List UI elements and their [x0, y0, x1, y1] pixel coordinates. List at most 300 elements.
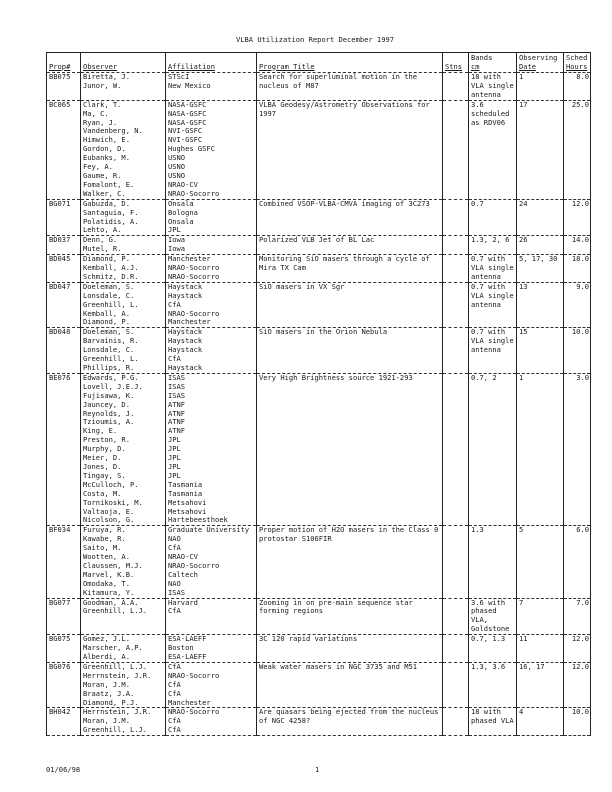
- scheduled-hours-cell: [564, 282, 591, 328]
- observing-date-cell: [517, 282, 564, 328]
- affiliation-name: CfA: [168, 679, 181, 689]
- header-bands: [469, 53, 517, 73]
- affiliation-name: Manchester: [168, 254, 211, 264]
- utilization-table: [46, 52, 591, 736]
- observing-date-cell: [517, 662, 564, 708]
- observing-date-cell: [517, 635, 564, 663]
- observer-name: Santaguia, F.: [83, 207, 139, 217]
- bands-cell: [469, 100, 517, 199]
- observer-name: Alberdi, A.: [83, 652, 130, 661]
- prop-cell: [47, 255, 81, 283]
- observing-date-cell: [517, 100, 564, 199]
- header-stations-label: Stns: [445, 61, 463, 71]
- bands: 1.3, 3.6: [471, 661, 506, 671]
- affiliation-name: NRAO-CV: [168, 552, 198, 562]
- bands-cell: [469, 526, 517, 598]
- affiliation-name: ISAS: [168, 381, 186, 391]
- affiliation-name: NRAO-Socorro: [168, 707, 220, 717]
- scheduled-hours-cell: [564, 100, 591, 199]
- table-row: [47, 199, 591, 236]
- observing-date-cell: [517, 708, 564, 736]
- scheduled-hours-cell: [564, 526, 591, 598]
- observer-name: Herrnstein, J.R.: [83, 707, 152, 717]
- prop-number: BD045: [49, 254, 71, 264]
- affiliation-list: [166, 708, 257, 736]
- observer-list: [81, 236, 166, 255]
- program-title-cell: [257, 635, 443, 663]
- affiliation-name: Haystack: [168, 363, 203, 372]
- affiliation-name: CfA: [168, 354, 181, 364]
- observer-name: Kawabe, R.: [83, 534, 126, 544]
- bands-cell: [469, 236, 517, 255]
- program-title-cell: [257, 526, 443, 598]
- bands: 0.7, 1.3: [471, 634, 506, 644]
- affiliation-name: Boston: [168, 643, 194, 653]
- scheduled-hours-cell: [564, 635, 591, 663]
- observer-name: Polatidis, A.: [83, 216, 139, 226]
- observing-date: 1: [519, 372, 524, 382]
- observer-name: Schmitz, D.R.: [83, 271, 139, 281]
- observer-name: Moran, J.M.: [83, 679, 130, 689]
- observing-date: 16, 17: [519, 661, 545, 671]
- observer-name: Reynolds, J.: [83, 408, 135, 418]
- affiliation-name: Iowa: [168, 235, 186, 245]
- observer-name: Preston, R.: [83, 435, 130, 445]
- scheduled-hours: 9.0: [576, 281, 589, 291]
- header-prop-label: Prop#: [49, 61, 71, 71]
- prop-cell: [47, 236, 81, 255]
- table-row: [47, 100, 591, 199]
- affiliation-name: New Mexico: [168, 80, 211, 90]
- observer-name: Furuya, R.: [83, 525, 126, 535]
- program-title: Polarized VLB Jet of BL Lac: [259, 235, 375, 245]
- stations-cell: [443, 662, 469, 708]
- program-title-cell: [257, 199, 443, 236]
- observer-list: [81, 199, 166, 236]
- observer-name: Gomez, J.L.: [83, 634, 130, 644]
- affiliation-list: [166, 526, 257, 598]
- observing-date: 13: [519, 281, 528, 291]
- bands: 3.6 scheduled as RDV06: [471, 99, 510, 127]
- observer-name: Lehto, A.: [83, 225, 122, 235]
- program-title: SiO masers in the Orion Nebula: [259, 327, 388, 337]
- affiliation-name: Haystack: [168, 345, 203, 355]
- observer-name: Greenhill, L.: [83, 299, 139, 309]
- affiliation-name: JPL: [168, 461, 181, 471]
- page-number: 1: [315, 765, 320, 774]
- observer-name: Denn, G.: [83, 235, 118, 245]
- observer-list: [81, 598, 166, 635]
- program-title-cell: [257, 100, 443, 199]
- affiliation-name: USNO: [168, 170, 186, 180]
- affiliation-name: ATNF: [168, 417, 186, 427]
- observer-name: Kitamura, Y.: [83, 587, 135, 597]
- prop-cell: [47, 328, 81, 374]
- affiliation-name: Caltech: [168, 569, 198, 579]
- prop-number: BG076: [49, 661, 71, 671]
- bands: 18 with VLA single antenna: [471, 72, 514, 99]
- observer-name: Nicolson, G.: [83, 515, 135, 525]
- affiliation-name: Metsahovi: [168, 497, 207, 507]
- observer-list: [81, 100, 166, 199]
- program-title: Monitoring SiO masers through a cycle of Mira TX Cam: [259, 254, 430, 273]
- stations-cell: [443, 708, 469, 736]
- observer-name: Moran, J.M.: [83, 716, 130, 726]
- affiliation-list: [166, 598, 257, 635]
- prop-number: BG077: [49, 597, 71, 607]
- prop-cell: [47, 662, 81, 708]
- observer-name: Jones, D.: [83, 461, 122, 471]
- affiliation-name: NAO: [168, 578, 181, 588]
- affiliation-name: ATNF: [168, 426, 186, 436]
- header-date-line2: Date: [519, 61, 537, 71]
- stations-cell: [443, 199, 469, 236]
- scheduled-hours: 10.0: [571, 707, 589, 717]
- observer-name: Doeleman, S.: [83, 327, 135, 337]
- header-affiliation: [166, 53, 257, 73]
- observing-date-cell: [517, 255, 564, 283]
- observer-list: [81, 373, 166, 525]
- observer-name: Doeleman, S.: [83, 281, 135, 291]
- observer-name: Costa, M.: [83, 488, 122, 498]
- observing-date: 1: [519, 72, 524, 81]
- program-title: Very High Brightness source 1921-293: [259, 372, 413, 382]
- scheduled-hours-cell: [564, 708, 591, 736]
- observer-name: Meier, D.: [83, 453, 122, 463]
- affiliation-name: Hughes GSFC: [168, 144, 215, 154]
- program-title: Are quasars being ejected from the nucleus of NGC 4258?: [259, 707, 439, 726]
- observing-date: 5, 17, 30: [519, 254, 558, 264]
- affiliation-name: NRAO-Socorro: [168, 560, 220, 570]
- observer-name: Greenhill, L.: [83, 354, 139, 364]
- scheduled-hours: 25.0: [571, 99, 589, 109]
- observing-date: 11: [519, 634, 528, 644]
- observer-name: Marvel, K.B.: [83, 569, 135, 579]
- program-title-cell: [257, 236, 443, 255]
- stations-cell: [443, 598, 469, 635]
- observer-list: [81, 73, 166, 101]
- observer-name: Omodaka, T.: [83, 578, 130, 588]
- observing-date: 15: [519, 327, 528, 337]
- affiliation-name: ATNF: [168, 408, 186, 418]
- table-body: [47, 73, 591, 736]
- bands-cell: [469, 73, 517, 101]
- bands-cell: [469, 598, 517, 635]
- program-title-cell: [257, 598, 443, 635]
- prop-cell: [47, 635, 81, 663]
- program-title: Proper motion of H2O masers in the Class 0 protostar S106FIR: [259, 525, 439, 544]
- prop-number: BD048: [49, 327, 71, 337]
- observing-date: 24: [519, 198, 528, 208]
- affiliation-name: CfA: [168, 606, 181, 616]
- affiliation-name: NASA-GSFC: [168, 108, 207, 118]
- bands-cell: [469, 373, 517, 525]
- bands-cell: [469, 708, 517, 736]
- prop-number: BE076: [49, 372, 71, 382]
- affiliation-name: ISAS: [168, 390, 186, 400]
- affiliation-name: Metsahovi: [168, 506, 207, 516]
- prop-number: BG075: [49, 634, 71, 644]
- observing-date-cell: [517, 73, 564, 101]
- observer-name: Herrnstein, J.R.: [83, 670, 152, 680]
- report-title: VLBA Utilization Report December 1997: [236, 35, 395, 44]
- scheduled-hours: 6.0: [576, 525, 589, 535]
- scheduled-hours: 12.0: [571, 198, 589, 208]
- observer-name: Murphy, D.: [83, 444, 126, 454]
- affiliation-name: NASA-GSFC: [168, 99, 207, 109]
- observer-name: Clark, T.: [83, 99, 122, 109]
- bands: 0.7: [471, 198, 484, 208]
- bands: 3.6 with phased VLA, Goldstone: [471, 597, 510, 634]
- affiliation-name: NRAO-Socorro: [168, 263, 220, 273]
- program-title-cell: [257, 282, 443, 328]
- bands: 1.3: [471, 525, 484, 535]
- affiliation-name: Iowa: [168, 244, 186, 254]
- affiliation-name: Tasmania: [168, 488, 203, 498]
- observer-list: [81, 526, 166, 598]
- affiliation-list: [166, 100, 257, 199]
- bands: 1.3, 2, 6: [471, 235, 510, 245]
- affiliation-name: Hartebeesthoek: [168, 515, 228, 525]
- program-title: Zooming in on pre-main sequence star forming regions: [259, 597, 413, 616]
- observer-name: Kemball, A.J.: [83, 263, 139, 273]
- observing-date: 5: [519, 525, 524, 535]
- affiliation-name: NRAO-Socorro: [168, 188, 220, 198]
- affiliation-name: CfA: [168, 299, 181, 309]
- prop-cell: [47, 73, 81, 101]
- observing-date-cell: [517, 373, 564, 525]
- observer-list: [81, 282, 166, 328]
- observer-name: Barvainis, R.: [83, 336, 139, 346]
- observer-name: Jauncey, D.: [83, 399, 130, 409]
- scheduled-hours: 7.0: [576, 597, 589, 607]
- header-observer: [81, 53, 166, 73]
- affiliation-name: NRAO-CV: [168, 179, 198, 189]
- affiliation-name: CfA: [168, 725, 181, 735]
- observing-date-cell: [517, 328, 564, 374]
- stations-cell: [443, 635, 469, 663]
- observer-name: Greenhill, L.J.: [83, 661, 148, 671]
- prop-cell: [47, 598, 81, 635]
- prop-number: BB075: [49, 72, 71, 81]
- observer-name: Wootten, A.: [83, 552, 130, 562]
- program-title-cell: [257, 708, 443, 736]
- observer-name: Kemball, A.: [83, 308, 130, 318]
- affiliation-name: STScI: [168, 72, 190, 81]
- observer-name: Fomalont, E.: [83, 179, 135, 189]
- header-date-line1: Observing: [519, 53, 558, 62]
- observing-date-cell: [517, 236, 564, 255]
- affiliation-name: Haystack: [168, 327, 203, 337]
- affiliation-list: [166, 662, 257, 708]
- header-program-title-label: Program Title: [259, 61, 315, 71]
- prop-number: BF034: [49, 525, 71, 535]
- header-hours: [564, 53, 591, 73]
- observer-name: Mutel, R.: [83, 244, 122, 254]
- observer-name: Lonsdale, C.: [83, 290, 135, 300]
- observer-name: Phillips, R.: [83, 363, 135, 372]
- affiliation-name: NAO: [168, 534, 181, 544]
- scheduled-hours-cell: [564, 236, 591, 255]
- program-title-cell: [257, 328, 443, 374]
- stations-cell: [443, 373, 469, 525]
- prop-number: BH042: [49, 707, 71, 717]
- observer-list: [81, 708, 166, 736]
- observer-name: Gordon, D.: [83, 144, 126, 154]
- observer-name: Fey, A.: [83, 162, 113, 172]
- program-title: 3C 120 rapid variations: [259, 634, 358, 644]
- table-row: [47, 236, 591, 255]
- affiliation-name: CfA: [168, 543, 181, 553]
- prop-cell: [47, 100, 81, 199]
- observer-name: Valtaoja, E.: [83, 506, 135, 516]
- affiliation-name: ESA-LAEFF: [168, 634, 207, 644]
- header-program-title: [257, 53, 443, 73]
- program-title-cell: [257, 373, 443, 525]
- table-row: [47, 598, 591, 635]
- affiliation-name: Haystack: [168, 281, 203, 291]
- affiliation-list: [166, 635, 257, 663]
- header-bands-line1: Bands: [471, 53, 493, 62]
- observer-list: [81, 635, 166, 663]
- observer-name: Fujisawa, K.: [83, 390, 135, 400]
- affiliation-name: Harvard: [168, 597, 198, 607]
- prop-cell: [47, 526, 81, 598]
- observer-name: Claussen, M.J.: [83, 560, 143, 570]
- header-hours-line1: Sched: [566, 53, 588, 62]
- scheduled-hours: 8.0: [576, 72, 589, 81]
- prop-number: BC065: [49, 99, 71, 109]
- prop-cell: [47, 199, 81, 236]
- observer-name: Ma, C.: [83, 108, 109, 118]
- observer-name: Gaume, R.: [83, 170, 122, 180]
- table-row: [47, 73, 591, 101]
- observer-name: Braatz, J.A.: [83, 688, 135, 698]
- scheduled-hours: 3.0: [576, 372, 589, 382]
- stations-cell: [443, 255, 469, 283]
- prop-cell: [47, 708, 81, 736]
- affiliation-name: NASA-GSFC: [168, 117, 207, 127]
- bands: 0.7 with VLA single antenna: [471, 327, 514, 355]
- affiliation-name: NVI-GSFC: [168, 135, 203, 145]
- affiliation-name: JPL: [168, 225, 181, 235]
- observer-name: Vandenberg, N.: [83, 126, 143, 136]
- prop-number: BG071: [49, 198, 71, 208]
- scheduled-hours-cell: [564, 373, 591, 525]
- affiliation-name: Manchester: [168, 317, 211, 327]
- bands-cell: [469, 662, 517, 708]
- scheduled-hours: 12.0: [571, 634, 589, 644]
- header-affiliation-label: Affiliation: [168, 61, 215, 71]
- affiliation-name: NRAO-Socorro: [168, 308, 220, 318]
- scheduled-hours: 14.0: [571, 235, 589, 245]
- affiliation-name: Bologna: [168, 207, 198, 217]
- scheduled-hours-cell: [564, 255, 591, 283]
- observer-name: Lovell, J.E.J.: [83, 381, 143, 391]
- scheduled-hours-cell: [564, 328, 591, 374]
- affiliation-name: JPL: [168, 453, 181, 463]
- observing-date-cell: [517, 598, 564, 635]
- affiliation-name: NVI-GSFC: [168, 126, 203, 136]
- table-row: [47, 662, 591, 708]
- affiliation-name: ISAS: [168, 372, 186, 382]
- affiliation-list: [166, 328, 257, 374]
- stations-cell: [443, 526, 469, 598]
- program-title: SiO masers in VX Sgr: [259, 281, 345, 291]
- table-row: [47, 635, 591, 663]
- header-observer-label: Observer: [83, 61, 118, 71]
- observer-name: Greenhill, L.J.: [83, 606, 148, 616]
- observer-name: McCulloch, P.: [83, 479, 139, 489]
- observer-name: Lonsdale, C.: [83, 345, 135, 355]
- observer-name: Marscher, A.P.: [83, 643, 143, 653]
- affiliation-name: ESA-LAEFF: [168, 652, 207, 661]
- header-hours-line2: Hours: [566, 61, 588, 71]
- observer-name: Diamond, P.J.: [83, 697, 139, 707]
- affiliation-name: NRAO-Socorro: [168, 271, 220, 281]
- observer-list: [81, 662, 166, 708]
- bands-cell: [469, 255, 517, 283]
- prop-number: BD037: [49, 235, 71, 245]
- observer-list: [81, 255, 166, 283]
- affiliation-name: Haystack: [168, 336, 203, 346]
- footer-date: 01/06/98: [46, 765, 81, 774]
- scheduled-hours-cell: [564, 73, 591, 101]
- scheduled-hours-cell: [564, 199, 591, 236]
- affiliation-name: USNO: [168, 162, 186, 172]
- stations-cell: [443, 236, 469, 255]
- observing-date-cell: [517, 199, 564, 236]
- affiliation-name: Graduate University: [168, 525, 250, 535]
- affiliation-list: [166, 73, 257, 101]
- program-title-cell: [257, 255, 443, 283]
- scheduled-hours: 12.0: [571, 661, 589, 671]
- stations-cell: [443, 282, 469, 328]
- program-title: Search for superluminal motion in the nucleus of M87: [259, 72, 418, 90]
- stations-cell: [443, 73, 469, 101]
- observer-name: Greenhill, L.J.: [83, 725, 148, 735]
- prop-cell: [47, 373, 81, 525]
- scheduled-hours-cell: [564, 662, 591, 708]
- program-title: Weak water masers in NGC 3735 and M51: [259, 661, 418, 671]
- scheduled-hours: 10.0: [571, 327, 589, 337]
- header-stations: [443, 53, 469, 73]
- program-title-cell: [257, 73, 443, 101]
- bands-cell: [469, 199, 517, 236]
- bands: 18 with phased VLA: [471, 707, 514, 726]
- bands: 0.7 with VLA single antenna: [471, 254, 514, 281]
- bands-cell: [469, 328, 517, 374]
- bands-cell: [469, 282, 517, 328]
- header-prop: [47, 53, 81, 73]
- observer-name: Diamond, P.: [83, 254, 130, 264]
- affiliation-name: Manchester: [168, 697, 211, 707]
- scheduled-hours: 18.0: [571, 254, 589, 264]
- stations-cell: [443, 100, 469, 199]
- program-title-cell: [257, 662, 443, 708]
- observing-date: 17: [519, 99, 528, 109]
- observer-name: Junor, W.: [83, 80, 122, 90]
- stations-cell: [443, 328, 469, 374]
- bands-cell: [469, 635, 517, 663]
- affiliation-name: JPL: [168, 470, 181, 480]
- prop-cell: [47, 282, 81, 328]
- table-row: [47, 373, 591, 525]
- table-row: [47, 328, 591, 374]
- observer-name: Edwards, P.G.: [83, 372, 139, 382]
- header-date: [517, 53, 564, 73]
- table-row: [47, 708, 591, 736]
